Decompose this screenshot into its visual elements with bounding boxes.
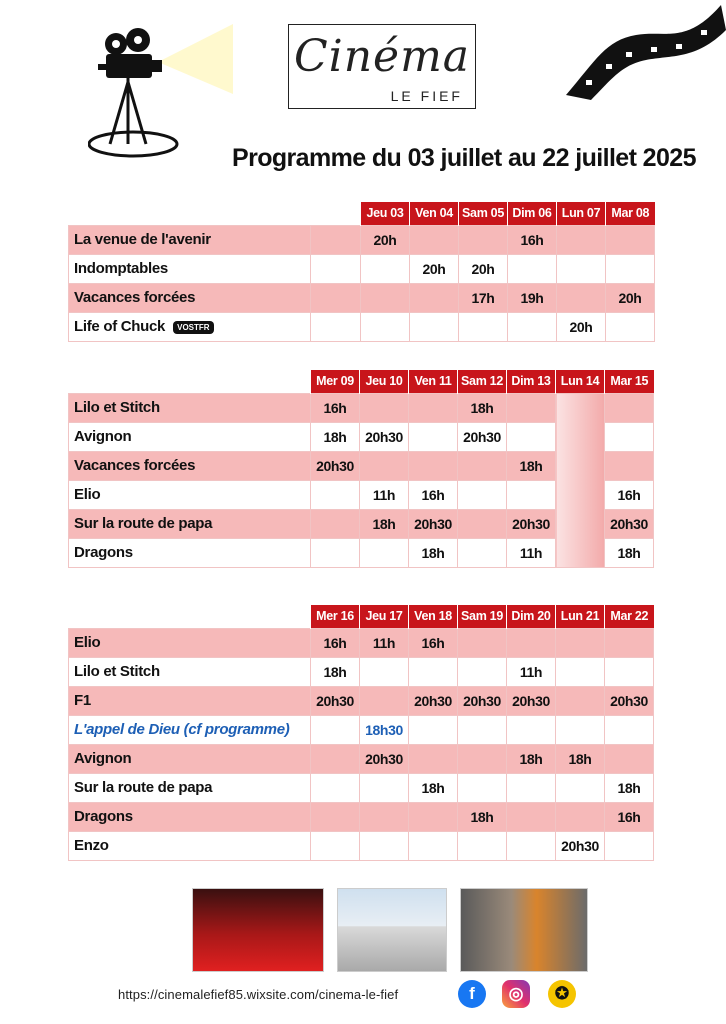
showtime: 18h — [507, 744, 556, 773]
day-header: Dim 13 — [507, 370, 556, 393]
showtime — [507, 831, 556, 860]
showtime — [360, 802, 409, 831]
showtime: 18h — [605, 538, 654, 567]
showtime — [458, 509, 507, 538]
week-header-row — [69, 202, 655, 225]
showtime — [458, 773, 507, 802]
showtime — [606, 254, 655, 283]
showtime: 16h — [605, 480, 654, 509]
cinema-logo — [288, 24, 476, 109]
showtime — [360, 686, 409, 715]
showtime: 18h — [311, 422, 360, 451]
showtime — [409, 715, 458, 744]
table-row — [69, 802, 654, 831]
showtime — [557, 254, 606, 283]
showtime: 18h — [409, 538, 458, 567]
showtime: 11h — [360, 480, 409, 509]
showtime — [458, 628, 507, 657]
showtime — [458, 538, 507, 567]
showtime — [459, 312, 508, 341]
showtime: 20h30 — [556, 831, 605, 860]
logo-subtitle: LE FIEF — [390, 88, 463, 104]
showtime — [410, 312, 459, 341]
empty-cell — [311, 283, 361, 312]
showtime: 16h — [508, 225, 557, 254]
showtime — [409, 393, 458, 422]
showtime — [361, 283, 410, 312]
allocine-icon[interactable]: ✪ — [548, 980, 576, 1008]
showtime: 19h — [508, 283, 557, 312]
film-title: Sur la route de papa — [69, 509, 311, 538]
day-header: Ven 11 — [409, 370, 458, 393]
day-header: Lun 14 — [556, 370, 605, 393]
showtime — [360, 831, 409, 860]
film-title: Elio — [69, 628, 311, 657]
showtime — [360, 393, 409, 422]
film-title: Indomptables — [69, 254, 311, 283]
showtime: 20h — [459, 254, 508, 283]
showtime — [458, 744, 507, 773]
showtime: 11h — [507, 538, 556, 567]
showtime — [409, 802, 458, 831]
showtime: 11h — [360, 628, 409, 657]
film-title: Vacances forcées — [69, 283, 311, 312]
showtime — [360, 657, 409, 686]
showtime — [409, 744, 458, 773]
table-row — [69, 628, 654, 657]
header-empty — [69, 202, 311, 225]
showtime: 20h30 — [507, 686, 556, 715]
table-row — [69, 657, 654, 686]
showtime: 11h — [507, 657, 556, 686]
showtime: 20h30 — [605, 509, 654, 538]
showtime — [508, 254, 557, 283]
showtime: 20h30 — [507, 509, 556, 538]
showtime: 18h — [605, 773, 654, 802]
showtime — [458, 480, 507, 509]
day-header: Jeu 10 — [360, 370, 409, 393]
showtime — [409, 451, 458, 480]
film-title: Dragons — [69, 802, 311, 831]
table-row — [69, 686, 654, 715]
day-header: Dim 20 — [507, 605, 556, 628]
showtime — [458, 657, 507, 686]
showtime — [605, 422, 654, 451]
day-header: Sam 12 — [458, 370, 507, 393]
showtime: 20h30 — [458, 422, 507, 451]
week-header-row — [69, 605, 654, 628]
day-header: Mer 09 — [311, 370, 360, 393]
film-title: Sur la route de papa — [69, 773, 311, 802]
showtime: 20h30 — [605, 686, 654, 715]
film-title: Life of Chuck — [74, 318, 166, 335]
showtime: 20h — [361, 225, 410, 254]
vostfr-badge: VOSTFR — [173, 321, 213, 334]
day-header: Jeu 17 — [360, 605, 409, 628]
showtime: 18h — [556, 744, 605, 773]
film-title: Vacances forcées — [69, 451, 311, 480]
showtime — [507, 628, 556, 657]
photo-cinema-lobby — [460, 888, 588, 972]
showtime — [361, 312, 410, 341]
showtime — [458, 451, 507, 480]
showtime: 18h — [458, 802, 507, 831]
showtime: 16h — [409, 628, 458, 657]
film-title: Avignon — [69, 744, 311, 773]
showtime: 16h — [311, 393, 360, 422]
showtime — [556, 715, 605, 744]
header-empty — [69, 605, 311, 628]
table-row — [69, 715, 654, 744]
schedule-week-1 — [68, 202, 655, 342]
day-header: Jeu 03 — [361, 202, 410, 225]
facebook-icon[interactable]: f — [458, 980, 486, 1008]
showtime: 18h — [458, 393, 507, 422]
film-title: Lilo et Stitch — [69, 393, 311, 422]
showtime: 20h30 — [409, 509, 458, 538]
photo-cinema-facade — [337, 888, 447, 972]
showtime: 16h — [311, 628, 360, 657]
showtime — [606, 225, 655, 254]
showtime — [556, 686, 605, 715]
showtime — [409, 422, 458, 451]
showtime — [507, 773, 556, 802]
film-title: Elio — [69, 480, 311, 509]
film-title-cell — [69, 312, 311, 341]
showtime — [360, 538, 409, 567]
day-header: Lun 21 — [556, 605, 605, 628]
logo-script-text: Cinéma — [293, 31, 471, 82]
schedule-week-2 — [68, 370, 654, 568]
table-row — [69, 773, 654, 802]
showtime: 18h — [507, 451, 556, 480]
showtime — [409, 831, 458, 860]
showtime — [507, 393, 556, 422]
showtime — [360, 451, 409, 480]
showtime — [605, 451, 654, 480]
showtime — [410, 283, 459, 312]
day-header: Dim 06 — [508, 202, 557, 225]
showtime — [605, 715, 654, 744]
showtime — [311, 831, 360, 860]
showtime — [556, 773, 605, 802]
film-title: La venue de l'avenir — [69, 225, 311, 254]
showtime — [556, 657, 605, 686]
showtime — [557, 283, 606, 312]
day-header: Ven 04 — [410, 202, 459, 225]
showtime — [507, 422, 556, 451]
empty-cell — [311, 312, 361, 341]
showtime — [605, 831, 654, 860]
film-title: Enzo — [69, 831, 311, 860]
film-title: F1 — [69, 686, 311, 715]
website-link[interactable]: https://cinemalefief85.wixsite.com/cinema-le-fief — [118, 987, 399, 1002]
showtime — [311, 509, 360, 538]
showtime — [410, 225, 459, 254]
day-header: Mar 15 — [605, 370, 654, 393]
showtime — [311, 773, 360, 802]
showtime: 16h — [605, 802, 654, 831]
table-row — [69, 312, 655, 341]
table-row — [69, 393, 654, 422]
instagram-icon[interactable]: ◎ — [502, 980, 530, 1008]
showtime — [507, 715, 556, 744]
showtime — [605, 628, 654, 657]
showtime — [311, 802, 360, 831]
photo-cinema-hall — [192, 888, 324, 972]
showtime — [507, 480, 556, 509]
showtime — [458, 831, 507, 860]
showtime: 16h — [409, 480, 458, 509]
empty-cell — [311, 225, 361, 254]
table-row — [69, 831, 654, 860]
day-header: Mer 16 — [311, 605, 360, 628]
showtime — [557, 225, 606, 254]
showtime: 20h — [557, 312, 606, 341]
showtime: 20h30 — [311, 451, 360, 480]
showtime — [605, 744, 654, 773]
showtime — [311, 480, 360, 509]
film-title-special: L'appel de Dieu (cf programme) — [69, 715, 311, 744]
table-row — [69, 744, 654, 773]
film-title: Dragons — [69, 538, 311, 567]
showtime: 20h30 — [409, 686, 458, 715]
day-header: Sam 05 — [459, 202, 508, 225]
programme-title: Programme du 03 juillet au 22 juillet 2025 — [232, 144, 696, 172]
showtime: 20h30 — [311, 686, 360, 715]
showtime — [311, 715, 360, 744]
showtime — [458, 715, 507, 744]
showtime: 20h30 — [458, 686, 507, 715]
day-header: Sam 19 — [458, 605, 507, 628]
showtime: 18h — [311, 657, 360, 686]
showtime — [507, 802, 556, 831]
showtime: 18h — [409, 773, 458, 802]
header-empty — [69, 370, 311, 393]
day-header: Mar 22 — [605, 605, 654, 628]
header-empty — [311, 202, 361, 225]
showtime — [556, 802, 605, 831]
empty-cell — [311, 254, 361, 283]
showtime — [605, 657, 654, 686]
film-strip-icon — [556, 0, 726, 100]
showtime — [409, 657, 458, 686]
showtime — [605, 393, 654, 422]
closed-day-cell — [556, 393, 605, 567]
showtime — [459, 225, 508, 254]
showtime: 18h — [360, 509, 409, 538]
table-row — [69, 225, 655, 254]
showtime: 20h — [606, 283, 655, 312]
showtime: 20h30 — [360, 744, 409, 773]
showtime: 17h — [459, 283, 508, 312]
showtime — [360, 773, 409, 802]
schedule-week-3 — [68, 605, 654, 861]
showtime: 20h — [410, 254, 459, 283]
film-camera-icon — [88, 24, 238, 164]
table-row — [69, 283, 655, 312]
day-header: Ven 18 — [409, 605, 458, 628]
showtime — [606, 312, 655, 341]
showtime-special: 18h30 — [360, 715, 409, 744]
showtime — [311, 538, 360, 567]
day-header: Lun 07 — [557, 202, 606, 225]
table-row — [69, 254, 655, 283]
film-title: Avignon — [69, 422, 311, 451]
day-header: Mar 08 — [606, 202, 655, 225]
week-header-row — [69, 370, 654, 393]
showtime — [556, 628, 605, 657]
showtime — [311, 744, 360, 773]
film-title: Lilo et Stitch — [69, 657, 311, 686]
showtime: 20h30 — [360, 422, 409, 451]
showtime — [508, 312, 557, 341]
showtime — [361, 254, 410, 283]
